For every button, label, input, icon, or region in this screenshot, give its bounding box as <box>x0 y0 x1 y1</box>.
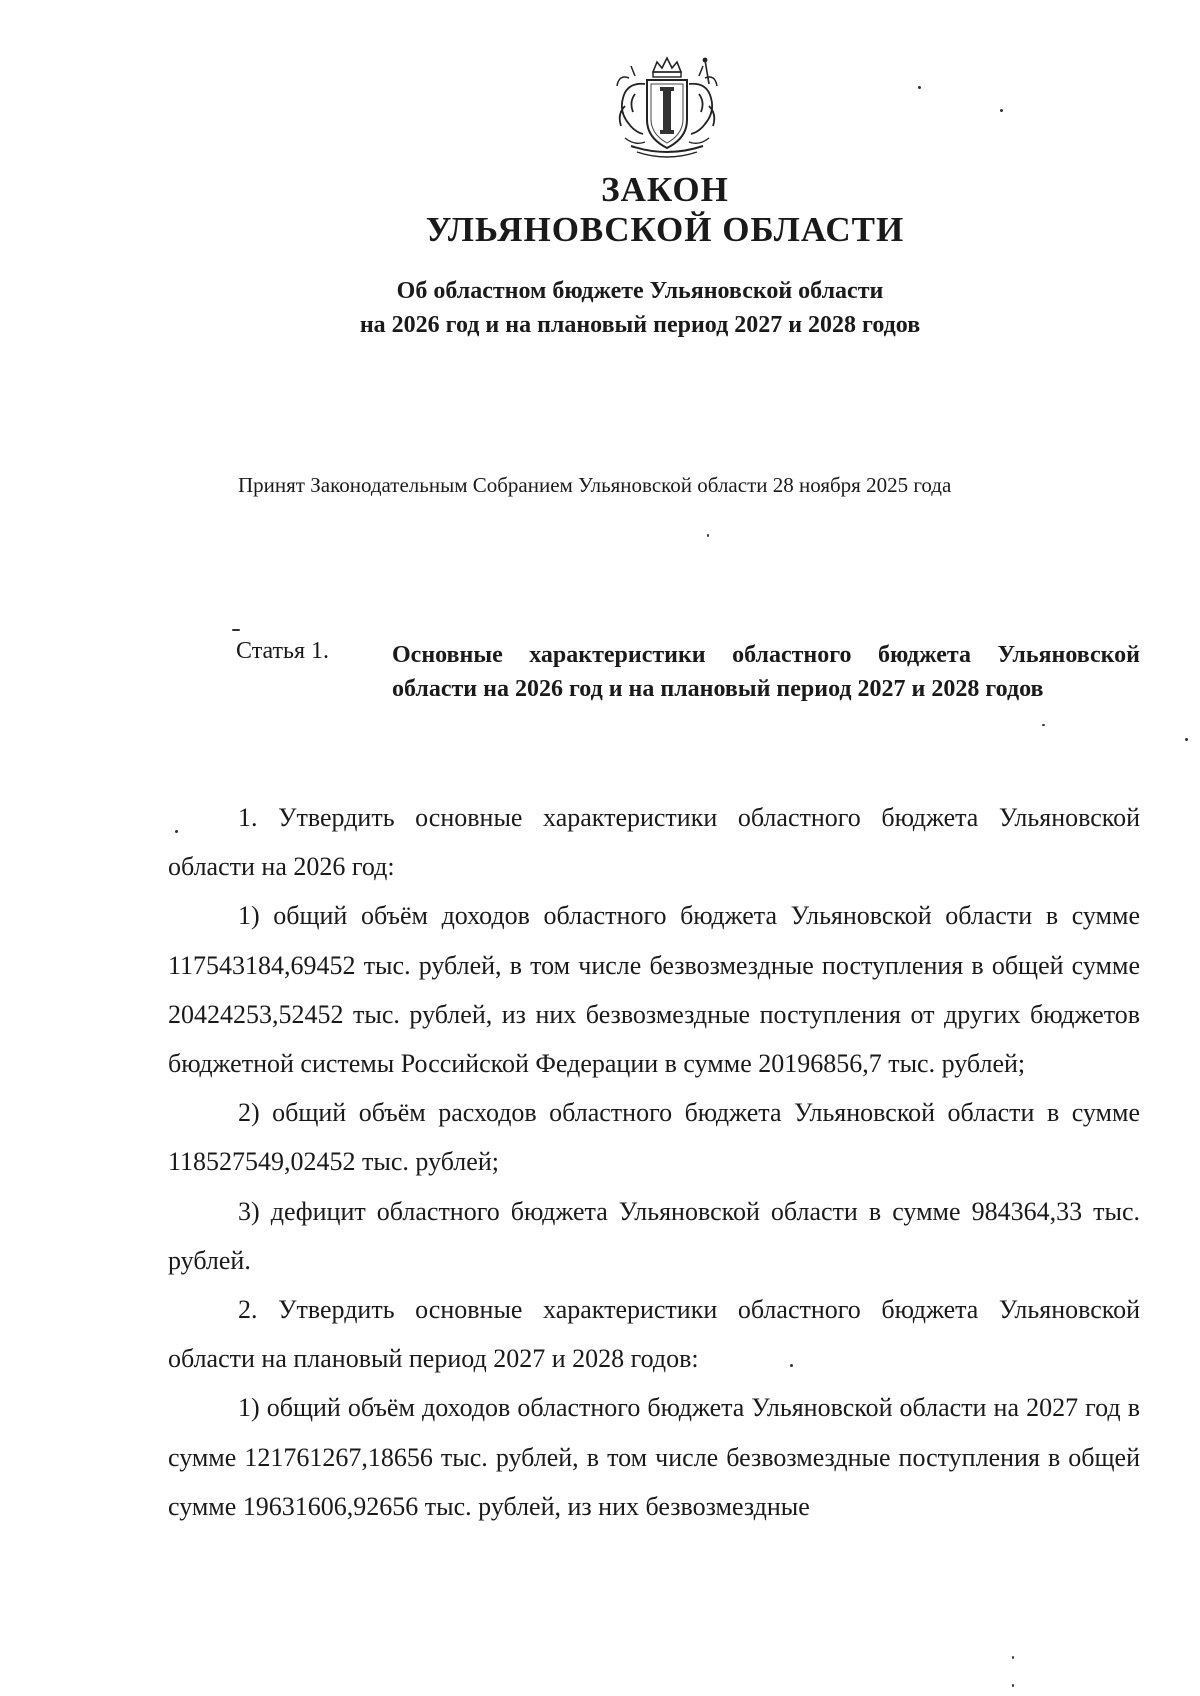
scan-speck <box>1000 109 1003 112</box>
paragraph: 1) общий объём доходов областного бюджета Ульяновской области на 2027 год в сумме 121761267,18656 тыс. рублей, в том числе безвозмездные поступления в общей сумме 19631606,92656 тыс. рублей, из них безвозмездные <box>168 1393 1140 1521</box>
scan-speck <box>707 534 709 537</box>
scan-speck <box>790 1364 793 1367</box>
scan-speck <box>232 629 240 631</box>
coat-of-arms-emblem <box>605 54 729 162</box>
region-title: УЛЬЯНОВСКОЙ ОБЛАСТИ <box>425 210 905 249</box>
paragraph: 1. Утвердить основные характеристики областного бюджета Ульяновской области на 2026 год: <box>168 803 1140 882</box>
law-subtitle-line-2: на 2026 год и на плановый период 2027 и 2028 годов <box>359 312 921 338</box>
scan-speck <box>175 830 178 833</box>
scan-speck <box>1012 1656 1014 1659</box>
scan-speck <box>1042 724 1045 726</box>
scan-speck <box>1012 1684 1014 1687</box>
law-title: ЗАКОН <box>601 170 729 209</box>
paragraph: 2) общий объём расходов областного бюджета Ульяновской области в сумме 118527549,02452 тыс. рублей; <box>168 1098 1140 1177</box>
article-label: Статья 1. <box>236 638 329 664</box>
scan-speck <box>1185 738 1188 741</box>
scan-speck <box>918 86 921 89</box>
article-title: Основные характеристики областного бюджета Ульяновской области на 2026 год и на плановый период 2027 и 2028 годов <box>392 642 1140 702</box>
article-body <box>168 793 1140 1531</box>
adoption-note: Принят Законодательным Собранием Ульяновской области 28 ноября 2025 года <box>238 473 952 497</box>
law-subtitle-line-1: Об областном бюджете Ульяновской области <box>396 278 884 304</box>
paragraph: 2. Утвердить основные характеристики областного бюджета Ульяновской области на плановый период 2027 и 2028 годов: <box>168 1295 1140 1374</box>
paragraph: 3) дефицит областного бюджета Ульяновской области в сумме 984364,33 тыс. рублей. <box>168 1196 1140 1275</box>
paragraph: 1) общий объём доходов областного бюджета Ульяновской области в сумме 117543184,69452 тыс. рублей, в том числе безвозмездные поступления в общей сумме 20424253,52452 тыс. рублей, из них безвозмездные поступления от других бюджетов бюджетной системы Российской Федерации в сумме 20196856,7 тыс. рублей; <box>168 901 1140 1079</box>
